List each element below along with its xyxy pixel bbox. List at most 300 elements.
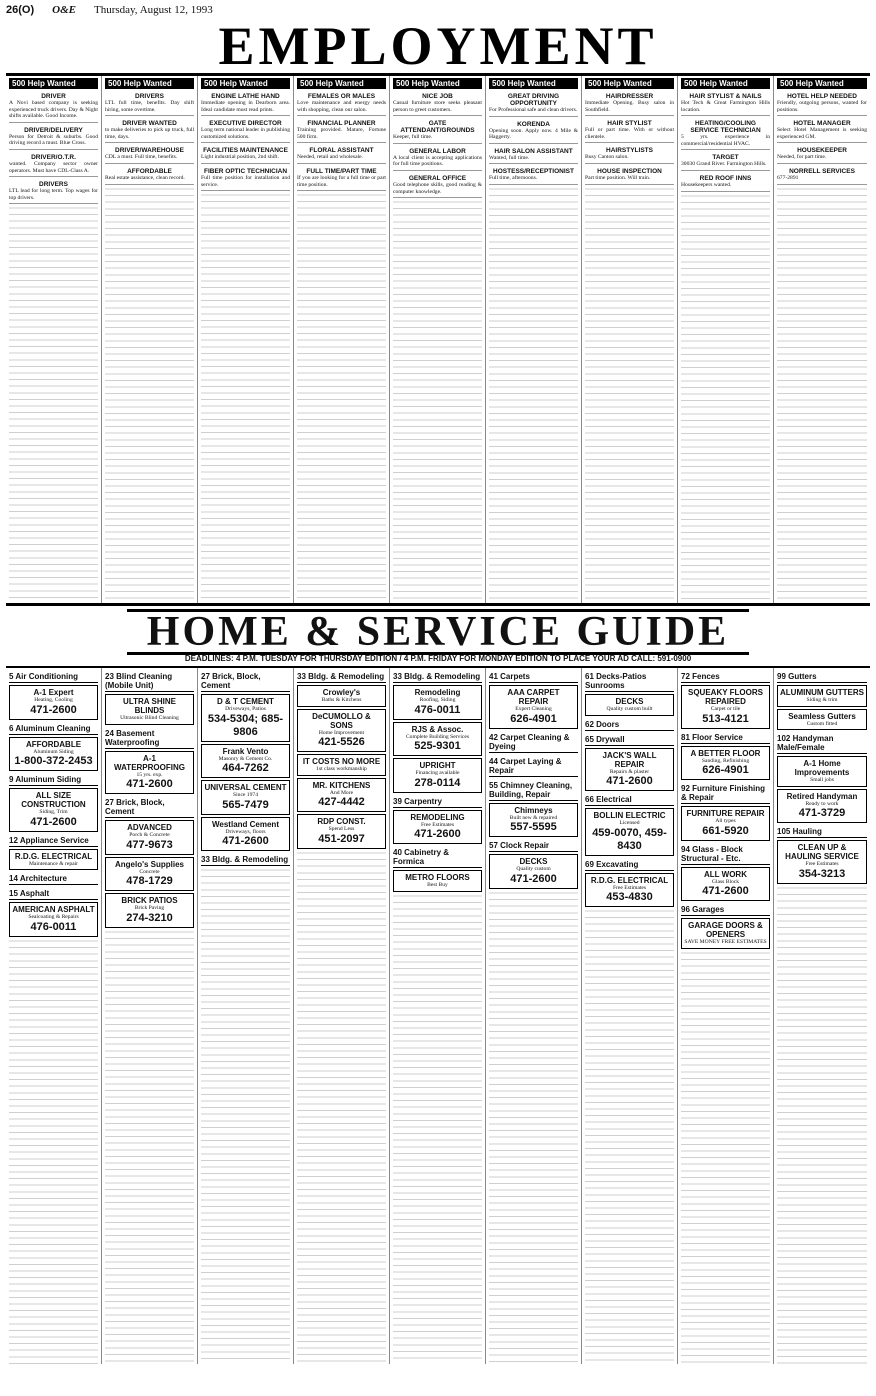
service-ad-phone: 278-0114 xyxy=(414,776,461,789)
ad-body: Real estate assistance, clean record. xyxy=(105,174,185,181)
service-ad xyxy=(201,780,290,815)
service-ad xyxy=(297,709,386,753)
ad-body: Love maintenance and energy needs with shopping, clean our salon. xyxy=(297,100,386,113)
service-ad-phone: 471-2600 xyxy=(414,828,461,841)
column-heading: 500 Help Wanted xyxy=(297,78,386,89)
service-columns xyxy=(6,668,870,1364)
classified-ad xyxy=(393,91,482,116)
service-ad-title: IT COSTS NO MORE xyxy=(302,757,381,767)
service-ad-phone: 626-4901 xyxy=(510,712,557,725)
ad-heading: HEATING/COOLING SERVICE TECHNICIAN xyxy=(690,120,761,135)
service-ad-text: SAVE MONEY FREE ESTIMATES xyxy=(684,939,767,946)
service-ad-text: 1st class workmanship xyxy=(316,766,367,773)
ad-body: to make deliveries to pick up truck, full time, days. xyxy=(105,127,194,140)
ad-heading: HOUSEKEEPER xyxy=(797,147,847,155)
service-column xyxy=(678,668,774,1364)
service-ad-phone: 565-7479 xyxy=(222,798,269,811)
service-ad xyxy=(297,754,386,776)
ad-heading: GENERAL OFFICE xyxy=(408,174,467,182)
service-ad xyxy=(777,840,867,884)
employment-masthead xyxy=(6,15,870,76)
service-category-heading: 6 Aluminum Cleaning xyxy=(9,722,98,735)
service-ad-phone: 661-5920 xyxy=(702,824,749,837)
classified-ad xyxy=(297,118,386,143)
service-ad-title: UNIVERSAL CEMENT xyxy=(204,783,287,793)
service-ad-title: Frank Vento xyxy=(222,746,269,756)
ad-heading: FEMALES OR MALES xyxy=(307,93,376,100)
service-ad xyxy=(393,758,482,793)
service-ad-text: Financing available xyxy=(415,770,460,777)
service-ad-title: Retired Handyman xyxy=(786,791,858,801)
service-ad-text: Porch & Concrete xyxy=(129,832,170,839)
service-ad-text: Concrete xyxy=(139,868,160,875)
service-ad xyxy=(297,685,386,707)
ad-text-block xyxy=(393,200,482,603)
service-category-heading: 102 Handyman Male/Female xyxy=(777,732,867,754)
service-ad-phone: 513-4121 xyxy=(702,712,749,725)
service-ad-text: Built new & repaired xyxy=(509,814,558,821)
service-ad xyxy=(585,873,674,908)
ad-text-block xyxy=(585,187,674,603)
ad-heading: GREAT DRIVING OPPORTUNITY xyxy=(507,93,560,107)
employment-title: EMPLOYMENT xyxy=(218,15,658,76)
ad-heading: TARGET xyxy=(712,154,739,162)
service-ad-title: DECKS xyxy=(519,857,548,867)
service-ad-title: R.D.G. ELECTRICAL xyxy=(590,875,669,885)
service-category-heading: 55 Chimney Cleaning, Building, Repair xyxy=(489,779,578,801)
service-ad-title: MR. KITCHENS xyxy=(312,780,371,790)
service-ad-phone: 471-2600 xyxy=(30,815,77,828)
deadline-bar: DEADLINES: 4 P.M. TUESDAY FOR THURSDAY EDITION / 4 P.M. FRIDAY FOR MONDAY EDITION TO PLACE YOUR AD CALL: 591-0900 xyxy=(6,654,870,668)
classified-ad xyxy=(585,91,674,116)
classified-ad xyxy=(201,118,290,143)
classified-ad xyxy=(9,179,98,204)
ad-heading: DRIVER WANTED xyxy=(122,120,177,128)
service-category-heading: 65 Drywall xyxy=(585,733,674,746)
service-ad-phone: 421-5526 xyxy=(318,736,365,749)
service-ad xyxy=(297,778,386,813)
service-category-heading: 27 Brick, Block, Cement xyxy=(201,670,290,692)
service-ad-title: DeCUMOLLO & SONS xyxy=(312,711,371,730)
service-column xyxy=(390,668,486,1364)
ad-heading: GATE ATTENDANT/GROUNDS xyxy=(400,120,475,135)
service-ad-title: ALUMINUM GUTTERS xyxy=(780,688,864,697)
employment-column xyxy=(678,76,774,603)
ad-body: Opening soon. Apply now. 4 Mile & Haggerty. xyxy=(489,127,578,141)
ad-text-block xyxy=(777,187,867,603)
service-category-heading: 57 Clock Repair xyxy=(489,839,578,852)
service-category-heading: 15 Asphalt xyxy=(9,887,98,900)
classified-ad xyxy=(105,118,194,143)
service-category-heading: 81 Floor Service xyxy=(681,731,770,744)
service-ad-phone: 476-0011 xyxy=(414,703,461,716)
service-category-heading: 14 Architecture xyxy=(9,872,98,885)
service-category-heading: 12 Appliance Service xyxy=(9,834,98,847)
service-ad-text: Licensed xyxy=(619,820,640,827)
service-text-block xyxy=(777,886,867,1364)
service-ad-text: Expert Cleaning xyxy=(515,706,552,712)
classified-ad xyxy=(105,91,194,116)
service-ad-text: Free Estimates xyxy=(805,861,839,868)
service-ad-title: ALL WORK xyxy=(704,869,747,879)
ad-heading: DRIVER xyxy=(41,93,66,100)
service-category-heading: 92 Furniture Finishing & Repair xyxy=(681,782,770,804)
service-category-heading: 105 Hauling xyxy=(777,825,867,838)
service-category-heading: 33 Bldg. & Remodeling xyxy=(393,672,481,681)
ad-heading: FINANCIAL PLANNER xyxy=(307,120,376,128)
service-ad-text: Quality custom xyxy=(516,866,551,873)
employment-column xyxy=(198,76,294,603)
service-text-block xyxy=(9,939,98,1364)
service-text-block xyxy=(489,891,578,1364)
service-category-heading: 66 Electrical xyxy=(585,793,674,806)
issue-date: Thursday, August 12, 1993 xyxy=(93,4,213,16)
service-ad-title: RDP CONST. xyxy=(317,817,366,827)
service-ad-phone: 453-4830 xyxy=(606,891,653,904)
service-ad-text: Brick Paving xyxy=(134,905,165,912)
service-ad xyxy=(681,867,770,902)
service-ad-text: Siding & trim xyxy=(806,697,838,703)
service-ad-phone: 471-3729 xyxy=(798,807,846,820)
classified-ad xyxy=(297,145,386,164)
classified-ad xyxy=(681,152,770,171)
service-ad-text: Custom fitted xyxy=(806,720,838,727)
service-ad-title: FURNITURE REPAIR xyxy=(686,809,765,819)
service-ad xyxy=(489,803,578,838)
service-text-block xyxy=(393,894,482,1364)
service-ad-text: Heating, Cooling xyxy=(34,697,73,703)
service-ad-phone: 471-2600 xyxy=(702,885,749,898)
ad-body: Housekeepers wanted. xyxy=(681,181,732,188)
classified-ad xyxy=(9,152,98,177)
ad-body: Full or part time. With or without clientele. xyxy=(585,127,674,140)
service-category-heading: 62 Doors xyxy=(585,718,674,731)
classified-ad xyxy=(489,146,578,165)
service-category-heading: 72 Fences xyxy=(681,670,770,683)
service-ad-title: R.D.G. ELECTRICAL xyxy=(14,851,93,861)
service-ad-text: Maintenance & repair xyxy=(28,860,79,867)
service-ad-text: Ready to work xyxy=(805,800,839,807)
ad-body: Needed, for part time. xyxy=(777,154,827,161)
service-ad-title: REMODELING xyxy=(410,812,465,822)
ad-body: If you are looking for a full time or part time position. xyxy=(297,174,386,188)
column-heading: 500 Help Wanted xyxy=(105,78,194,89)
service-category-heading: 39 Carpentry xyxy=(393,795,482,808)
service-ad-phone: 626-4901 xyxy=(702,764,749,777)
ad-body: LTL full time, benefits. Day shift hiring, some overtime. xyxy=(105,100,194,113)
ad-heading: HAIRDRESSER xyxy=(605,93,654,100)
service-ad-text: Masonry & Cement Co. xyxy=(218,755,273,762)
service-category-heading: 33 Bldg. & Remodeling xyxy=(201,855,289,865)
employment-column xyxy=(486,76,582,603)
ad-body: Immediate Opening. Busy salon in Southfield. xyxy=(585,100,674,113)
employment-column xyxy=(774,76,870,603)
ad-body: Needed, retail and wholesale. xyxy=(297,154,364,161)
ad-heading: HAIR SALON ASSISTANT xyxy=(494,147,573,155)
service-column xyxy=(102,668,198,1364)
service-ad-text: Siding, Trim xyxy=(39,809,68,816)
service-ad-phone: 471-2600 xyxy=(510,872,557,885)
service-ad xyxy=(393,722,482,757)
service-ad-phone: 471-2600 xyxy=(30,703,77,716)
classified-ad xyxy=(393,146,482,171)
service-ad xyxy=(585,748,674,792)
service-ad-phone: 1-800-372-2453 xyxy=(14,755,93,768)
classified-ad xyxy=(297,91,386,116)
service-text-block xyxy=(297,851,386,1364)
ad-heading: FIBER OPTIC TECHNICIAN xyxy=(203,167,288,175)
employment-column xyxy=(582,76,678,603)
ad-body: Full time, afternoons. xyxy=(489,175,538,182)
service-ad-phone: 464-7262 xyxy=(222,762,269,775)
service-ad xyxy=(9,902,98,937)
service-ad-title: BOLLIN ELECTRIC xyxy=(593,811,666,821)
service-ad-text: Sanding, Refinishing xyxy=(701,757,750,764)
classified-ad xyxy=(777,91,867,116)
page-number: 26(O) xyxy=(6,4,35,16)
service-ad xyxy=(489,685,578,729)
classified-ad xyxy=(393,118,482,144)
ad-heading: DRIVER/O.T.R. xyxy=(31,153,76,161)
ad-body: Person for Detroit & suburbs. Good driving record a must. Blue Cross. xyxy=(9,133,98,147)
ad-text-block xyxy=(9,206,98,603)
service-ad xyxy=(393,870,482,892)
classified-ad xyxy=(297,166,386,191)
service-ad xyxy=(105,694,194,725)
service-ad-title: DECKS xyxy=(615,697,644,706)
ad-body: CDL a must. Full time, benefits. xyxy=(105,154,178,161)
service-ad-phone: 471-2600 xyxy=(222,835,269,848)
service-ad-title: UPRIGHT xyxy=(419,761,456,771)
ad-heading: FLORAL ASSISTANT xyxy=(309,147,374,155)
service-ad xyxy=(105,893,194,928)
service-ad-text: Free Estimates xyxy=(420,821,455,828)
service-ad xyxy=(201,817,290,852)
ad-body: Full time position for installation and service. xyxy=(201,174,290,188)
classified-ad xyxy=(489,166,578,185)
service-ad-title: Westland Cement xyxy=(212,819,279,829)
ad-body: Casual furniture store seeks pleasant person to greet customers. xyxy=(393,100,482,113)
service-ad-title: GARAGE DOORS & OPENERS xyxy=(688,921,763,940)
service-category-heading: 27 Brick, Block, Cement xyxy=(105,796,194,818)
service-ad-text: Aluminum Siding xyxy=(33,748,74,755)
ad-heading: HAIRSTYLISTS xyxy=(606,147,653,155)
ad-body: Good telephone skills, good reading & computer knowledge. xyxy=(393,181,482,195)
service-ad-phone: 274-3210 xyxy=(126,911,173,924)
ad-body: Hot Tech & Great Farmington Hills location. xyxy=(681,100,770,113)
column-heading: 500 Help Wanted xyxy=(393,78,482,89)
service-ad xyxy=(393,685,482,720)
ad-heading: HOSTESS/RECEPTIONIST xyxy=(493,168,574,176)
service-ad xyxy=(297,814,386,849)
service-ad-title: A BETTER FLOOR xyxy=(690,748,761,758)
service-ad-text: Driveways, floors xyxy=(225,828,266,835)
service-category-heading: 94 Glass - Block Structural - Etc. xyxy=(681,843,770,865)
ad-heading: HAIR STYLIST & NAILS xyxy=(689,93,762,100)
ad-body: Light industrial position, 2nd shift. xyxy=(201,154,280,161)
service-ad xyxy=(777,709,867,731)
service-ad-phone: 534-5304; 685-9806 xyxy=(207,712,284,738)
ad-body: Busy Canton salon. xyxy=(585,154,629,161)
service-ad xyxy=(777,685,867,707)
classified-ad xyxy=(105,166,194,185)
service-text-block xyxy=(681,951,770,1364)
classified-ad xyxy=(201,166,290,191)
ad-heading: HOTEL MANAGER xyxy=(793,120,851,128)
ad-body: LTL lead for long term. Top wages for top drivers. xyxy=(9,188,98,201)
classified-ad xyxy=(9,91,98,123)
service-ad-text: Sealcoating & Repairs xyxy=(28,914,79,921)
ad-heading: HOTEL HELP NEEDED xyxy=(787,93,857,100)
column-heading: 500 Help Wanted xyxy=(777,78,867,89)
ad-body: Keeper, full time. xyxy=(393,134,433,141)
service-ad-text: All types xyxy=(715,818,736,825)
service-category-heading: 40 Cabinetry & Formica xyxy=(393,846,482,868)
service-ad-title: Angelo's Supplies xyxy=(114,859,185,869)
classified-ad xyxy=(489,119,578,144)
service-ad-title: ALL SIZE CONSTRUCTION xyxy=(21,791,86,810)
ad-text-block xyxy=(489,187,578,603)
service-category-heading: 99 Gutters xyxy=(777,670,867,683)
service-category-heading: 41 Carpets xyxy=(489,670,578,683)
service-category-heading: 69 Excavating xyxy=(585,858,674,871)
ad-heading: RED ROOF INNS xyxy=(699,174,752,182)
service-ad xyxy=(777,789,867,824)
ad-body: 677-2891 xyxy=(777,174,799,181)
service-column xyxy=(486,668,582,1364)
ad-body: Part time position. Will train. xyxy=(585,174,651,181)
service-ad-title: ADVANCED xyxy=(127,823,172,833)
employment-columns xyxy=(6,76,870,606)
ad-text-block xyxy=(105,187,194,603)
ad-text-block xyxy=(297,193,386,603)
service-text-block xyxy=(105,930,194,1364)
service-ad-text: Quality custom built xyxy=(606,706,653,712)
service-category-heading: 44 Carpet Laying & Repair xyxy=(489,755,578,777)
service-ad-text: Roofing, Siding xyxy=(419,697,456,703)
service-ad xyxy=(585,694,674,716)
service-ad-text: Small jobs xyxy=(810,777,834,784)
service-column xyxy=(294,668,390,1364)
service-ad xyxy=(105,751,194,795)
service-ad-title: JACK'S WALL REPAIR xyxy=(602,750,657,769)
service-ad xyxy=(489,854,578,889)
service-ad-phone: 471-2600 xyxy=(606,775,653,788)
employment-column xyxy=(390,76,486,603)
ad-body: 5 yrs. experience in commercial/residential HVAC. xyxy=(681,134,770,147)
ad-heading: KORENDA xyxy=(517,120,550,128)
column-heading: 500 Help Wanted xyxy=(9,78,98,89)
service-ad-title: Remodeling xyxy=(414,688,461,697)
classified-ad xyxy=(585,118,674,143)
service-ad-text: Glass Block xyxy=(711,878,740,885)
service-ad-title: BRICK PATIOS xyxy=(121,896,178,906)
service-ad-text: Home Improvement xyxy=(318,729,365,736)
classified-ad xyxy=(393,173,482,198)
service-ad-text: Best Buy xyxy=(427,882,448,889)
ad-body: A Novi based company is seeking experienced truck drivers. Day & Night shifts available. Good Income. xyxy=(9,100,98,120)
classified-ad xyxy=(9,125,98,150)
service-ad-text: Driveways, Patios xyxy=(225,706,266,712)
service-ad-phone: 525-9301 xyxy=(414,740,461,753)
column-heading: 500 Help Wanted xyxy=(681,78,770,89)
service-ad-phone: 354-3213 xyxy=(798,867,846,880)
service-ad-text: Ultrasonic Blind Cleaning xyxy=(120,715,179,721)
ad-body: Friendly, outgoing persons, wanted for positions. xyxy=(777,100,867,113)
classified-ad xyxy=(201,91,290,116)
service-ad-title: A-1 Expert xyxy=(33,688,74,697)
ad-body: A local client is accepting applications for full time positions. xyxy=(393,154,482,168)
service-ad xyxy=(681,918,770,949)
classified-ad xyxy=(777,166,867,185)
service-ad xyxy=(681,685,770,729)
service-ad-title: AFFORDABLE xyxy=(25,739,82,749)
ad-heading: NICE JOB xyxy=(422,93,453,100)
ad-heading: EXECUTIVE DIRECTOR xyxy=(209,120,282,128)
column-heading: 500 Help Wanted xyxy=(585,78,674,89)
service-ad-phone: 477-9673 xyxy=(126,838,173,851)
service-ad-phone: 471-2600 xyxy=(126,778,173,791)
classified-ad xyxy=(777,145,867,164)
classified-ad xyxy=(201,145,290,164)
service-category-heading: 96 Garages xyxy=(681,903,770,916)
ad-body: Select Hotel Management is seeking experienced GM. xyxy=(777,127,867,140)
service-ad xyxy=(777,756,867,787)
service-ad-title: METRO FLOORS xyxy=(405,873,470,883)
service-ad-title: Seamless Gutters xyxy=(788,711,856,721)
ad-heading: FACILITIES MAINTENANCE xyxy=(203,147,288,155)
service-ad-phone: 476-0011 xyxy=(30,920,77,933)
service-ad xyxy=(201,694,290,742)
ad-body: Training provided. Mature, Fortune 500 firm. xyxy=(297,127,386,140)
service-ad-phone: 557-5595 xyxy=(510,821,557,834)
service-ad-text: 15 yrs. exp. xyxy=(136,771,163,778)
service-text-block xyxy=(201,868,290,1364)
service-ad-text: Baths & Kitchens xyxy=(321,697,362,703)
classified-ad xyxy=(681,91,770,116)
employment-column xyxy=(294,76,390,603)
ad-heading: DRIVERS xyxy=(39,181,68,189)
service-category-heading: 24 Basement Waterproofing xyxy=(105,727,194,749)
service-ad-text: Repairs & plaster xyxy=(609,768,650,775)
service-ad-title: Chimneys xyxy=(514,805,553,815)
service-category-heading: 33 Bldg. & Remodeling xyxy=(297,672,385,681)
ad-heading: DRIVER/DELIVERY xyxy=(24,126,83,134)
service-ad-text: Complete Building Services xyxy=(405,733,470,740)
service-ad-text: Free Estimates xyxy=(612,884,647,891)
service-ad xyxy=(9,788,98,832)
service-category-heading: 23 Blind Cleaning (Mobile Unit) xyxy=(105,670,194,692)
ad-heading: ENGINE LATHE HAND xyxy=(211,93,280,100)
service-category-heading: 42 Carpet Cleaning & Dyeing xyxy=(489,731,578,753)
column-heading: 500 Help Wanted xyxy=(201,78,290,89)
ad-text-block xyxy=(201,193,290,603)
ad-heading: DRIVERS xyxy=(135,93,164,100)
column-heading: 500 Help Wanted xyxy=(489,78,578,89)
ad-body: Long term national leader in publishing customized solutions. xyxy=(201,127,290,140)
classified-ad xyxy=(681,173,770,192)
service-ad xyxy=(105,820,194,855)
classified-ad xyxy=(489,91,578,117)
ad-heading: GENERAL LABOR xyxy=(409,147,466,155)
service-ad xyxy=(585,808,674,856)
service-column xyxy=(198,668,294,1364)
classified-ad xyxy=(585,166,674,185)
service-ad-phone: 451-2097 xyxy=(318,832,365,845)
service-ad xyxy=(201,744,290,779)
service-ad-title: AAA CARPET REPAIR xyxy=(507,688,560,706)
service-ad-text: Since 1974 xyxy=(232,792,258,799)
